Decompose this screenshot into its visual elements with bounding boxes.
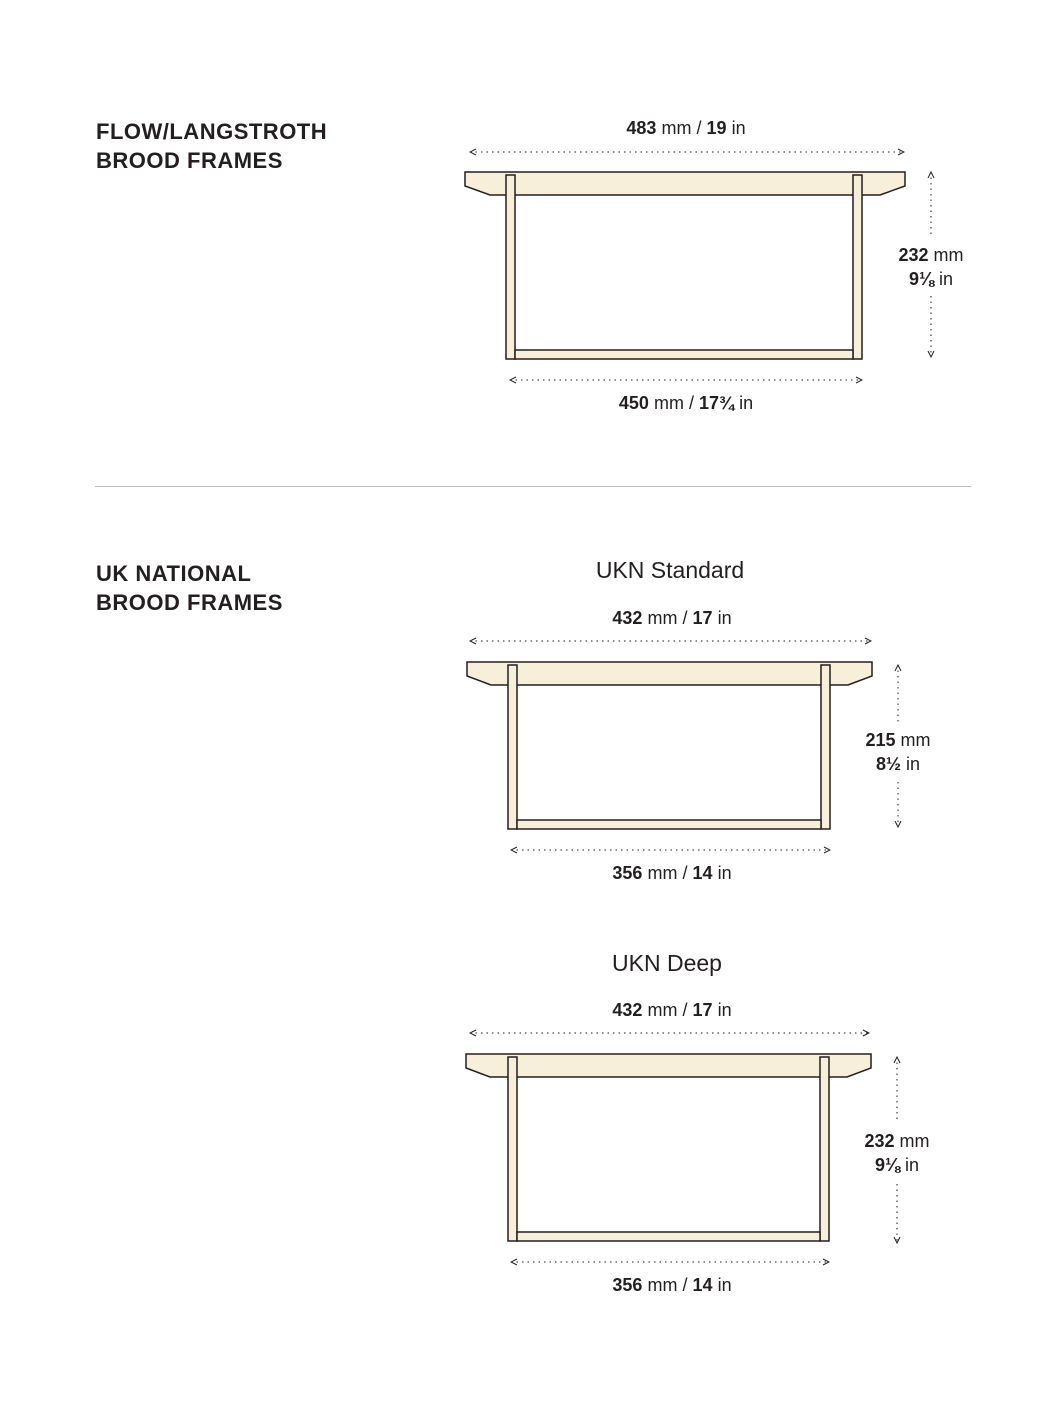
ukn-deep-top-width-mm: 432 (612, 1000, 643, 1020)
unit-mm: mm (647, 1000, 678, 1020)
flow-height-in: 9⅛ (908, 269, 934, 289)
ukn-deep-bottom-width-in: 14 (692, 1275, 713, 1295)
ukn-standard-top-width-label (612, 608, 731, 629)
ukn-deep-top-width-in: 17 (692, 1000, 713, 1020)
ukn-deep-label: UKN Deep (612, 950, 722, 976)
unit-in: in (717, 608, 732, 628)
ukn-deep-height-in: 9⅛ (874, 1155, 900, 1175)
ukn-deep-height-label (864, 1129, 929, 1177)
unit-in: in (717, 1000, 732, 1020)
ukn-standard-bottom-width-in: 14 (692, 863, 713, 883)
unit-mm: mm (899, 1131, 930, 1151)
unit-separator: / (682, 863, 688, 883)
ukn-standard-top-width-in: 17 (692, 608, 713, 628)
ukn-standard-label: UKN Standard (595, 557, 745, 583)
flow-height-mm: 232 (898, 245, 929, 265)
unit-mm: mm (647, 608, 678, 628)
flow-bottom-width-in: 17¾ (699, 393, 735, 413)
unit-mm: mm (653, 393, 684, 413)
ukn-standard-frame (467, 641, 898, 850)
unit-separator: / (682, 1000, 688, 1020)
flow-top-width-in: 19 (706, 118, 727, 138)
flow-title-line2: BROOD FRAMES (96, 148, 283, 173)
ukn-standard-top-width-mm: 432 (612, 608, 643, 628)
unit-in: in (905, 1155, 920, 1175)
flow-top-bar (465, 172, 905, 195)
flow-bottom-width-label (619, 393, 753, 414)
unit-mm: mm (647, 1275, 678, 1295)
unit-mm: mm (647, 863, 678, 883)
unit-in: in (939, 269, 954, 289)
flow-top-width-label (626, 118, 745, 139)
flow-title-line1: FLOW/LANGSTROTH (96, 119, 328, 144)
unit-in: in (717, 1275, 732, 1295)
ukn-deep-bottom-bar (517, 1232, 820, 1241)
ukn-standard-bottom-bar (517, 820, 821, 829)
flow-frame (465, 152, 931, 380)
unit-separator: / (682, 608, 688, 628)
unit-in: in (717, 863, 732, 883)
unit-separator: / (696, 118, 702, 138)
ukn-standard-right-side-bar (821, 665, 830, 829)
flow-height-label (898, 243, 963, 291)
ukn-deep-top-width-label (612, 1000, 731, 1021)
ukn-standard-bottom-width-label (612, 863, 731, 884)
ukn-standard-bottom-width-mm: 356 (612, 863, 643, 883)
ukn-standard-left-side-bar (508, 665, 517, 829)
ukn-standard-height-in: 8½ (875, 754, 901, 774)
ukn-deep-right-side-bar (820, 1057, 829, 1241)
ukn-deep-frame (466, 1033, 897, 1262)
flow-bottom-width-mm: 450 (618, 393, 649, 413)
unit-in: in (906, 754, 921, 774)
ukn-deep-left-side-bar (508, 1057, 517, 1241)
ukn-deep-height-mm: 232 (864, 1131, 895, 1151)
unit-separator: / (688, 393, 694, 413)
unit-mm: mm (900, 730, 931, 750)
unit-in: in (739, 393, 754, 413)
unit-separator: / (682, 1275, 688, 1295)
ukn-deep-bottom-width-label (612, 1275, 731, 1296)
unit-mm: mm (661, 118, 692, 138)
ukn-standard-height-mm: 215 (865, 730, 896, 750)
flow-left-side-bar (506, 175, 515, 359)
ukn-standard-top-bar (467, 662, 872, 685)
flow-top-width-mm: 483 (626, 118, 657, 138)
unit-mm: mm (933, 245, 964, 265)
ukn-standard-height-label (865, 728, 930, 776)
unit-in: in (731, 118, 746, 138)
ukn-title-line1: UK NATIONAL (96, 561, 252, 586)
flow-right-side-bar (853, 175, 862, 359)
ukn-deep-bottom-width-mm: 356 (612, 1275, 643, 1295)
ukn-title-line2: BROOD FRAMES (96, 590, 283, 615)
ukn-deep-top-bar (466, 1054, 871, 1077)
flow-bottom-bar (515, 350, 853, 359)
